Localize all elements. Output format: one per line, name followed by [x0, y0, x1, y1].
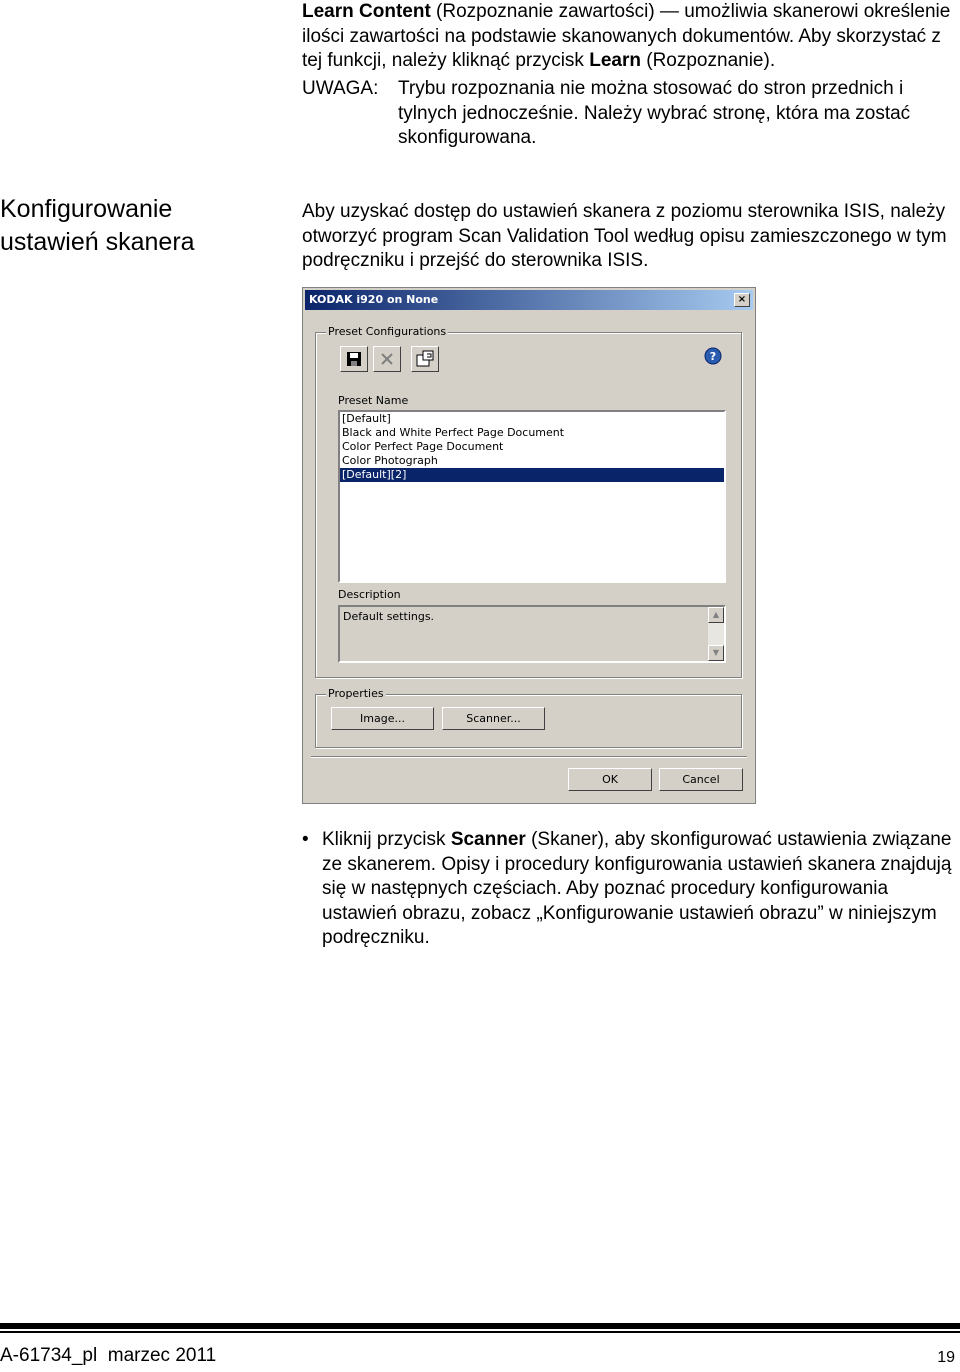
properties-label: Properties: [328, 687, 384, 700]
footer-page-number: 19: [937, 1349, 955, 1366]
description-label: Description: [338, 588, 401, 601]
preset-list-item[interactable]: [Default][2]: [340, 468, 724, 482]
help-icon[interactable]: [704, 347, 722, 365]
dialog-titlebar: [305, 290, 753, 310]
preset-name-label: Preset Name: [338, 394, 409, 407]
scroll-down-icon[interactable]: ▼: [708, 645, 724, 661]
note-text: Trybu rozpoznania nie można stosować do stron przednich i tylnych jednocześnie. Należy wybrać stronę, która ma zostać skonfigurowana.: [398, 78, 911, 148]
learn-content-tail: (Rozpoznanie).: [640, 50, 776, 71]
cancel-button[interactable]: Cancel: [659, 768, 743, 791]
isis-dialog: [302, 287, 756, 804]
close-icon[interactable]: ×: [734, 293, 750, 307]
image-settings-button[interactable]: Image...: [331, 707, 434, 730]
scroll-up-icon[interactable]: ▲: [708, 607, 724, 623]
bullet-post: (Skaner), aby skonfigurować ustawienia związane ze skanerem. Opisy i procedury konfigurowania ustawień skanera znajdują się w następnych częściach. Aby poznać procedury konfigurowania ustawień obrazu, zobacz „Konfigurowanie ustawień obrazu” w niniejszym podręczniku.: [322, 829, 952, 949]
learn-content-term: Learn Content: [302, 1, 431, 22]
section-body: Aby uzyskać dostęp do ustawień skanera z poziomu sterownika ISIS, należy otworzyć program Scan Validation Tool według opisu zamieszczonego w tym podręczniku i przejść do sterownika ISIS.: [302, 201, 947, 271]
description-scrollbar[interactable]: [708, 607, 724, 661]
bullet-marker: •: [302, 829, 309, 850]
dialog-title: KODAK i920 on None: [309, 293, 439, 306]
footer-rule-thick: [0, 1323, 960, 1329]
rename-icon: [412, 347, 438, 371]
scanner-settings-button[interactable]: Scanner...: [442, 707, 545, 730]
learn-button-reference: Learn: [589, 50, 641, 71]
svg-text:?: ?: [709, 350, 717, 363]
description-text: Default settings.: [343, 610, 435, 623]
section-title-line1: Konfigurowanie: [0, 195, 173, 223]
scanner-button-reference: Scanner: [450, 829, 526, 850]
preset-list-item[interactable]: Black and White Perfect Page Document: [342, 426, 565, 439]
preset-list-item[interactable]: Color Perfect Page Document: [342, 440, 504, 453]
save-icon: [341, 347, 367, 371]
rename-preset-button[interactable]: [411, 346, 439, 372]
description-box: [338, 605, 726, 663]
section-title-line2: ustawień skanera: [0, 228, 195, 256]
bullet-text: [322, 828, 958, 951]
ok-button[interactable]: OK: [568, 768, 652, 791]
note-label: UWAGA:: [302, 78, 379, 99]
save-preset-button[interactable]: [340, 346, 368, 372]
learn-content-paragraph: [302, 0, 957, 74]
learn-content-description: (Rozpoznanie zawartości) — umożliwia skanerowi określenie ilości zawartości na podstawie skanowanych dokumentów. Aby skorzystać z tej funkcji, należy kliknąć przycisk: [302, 1, 951, 71]
footer-doc-id: A-61734_pl marzec 2011: [0, 1345, 217, 1366]
delete-preset-button[interactable]: [373, 346, 401, 372]
preset-list-item[interactable]: Color Photograph: [342, 454, 438, 467]
delete-icon: [374, 347, 400, 371]
bullet-pre: Kliknij przycisk: [322, 829, 451, 850]
preset-name-list[interactable]: [338, 410, 726, 583]
section-title: [0, 193, 270, 259]
preset-list-item[interactable]: [Default]: [342, 412, 391, 425]
preset-configurations-label: Preset Configurations: [328, 325, 447, 338]
footer-rule-thin: [0, 1331, 960, 1333]
dialog-separator: [311, 756, 747, 758]
